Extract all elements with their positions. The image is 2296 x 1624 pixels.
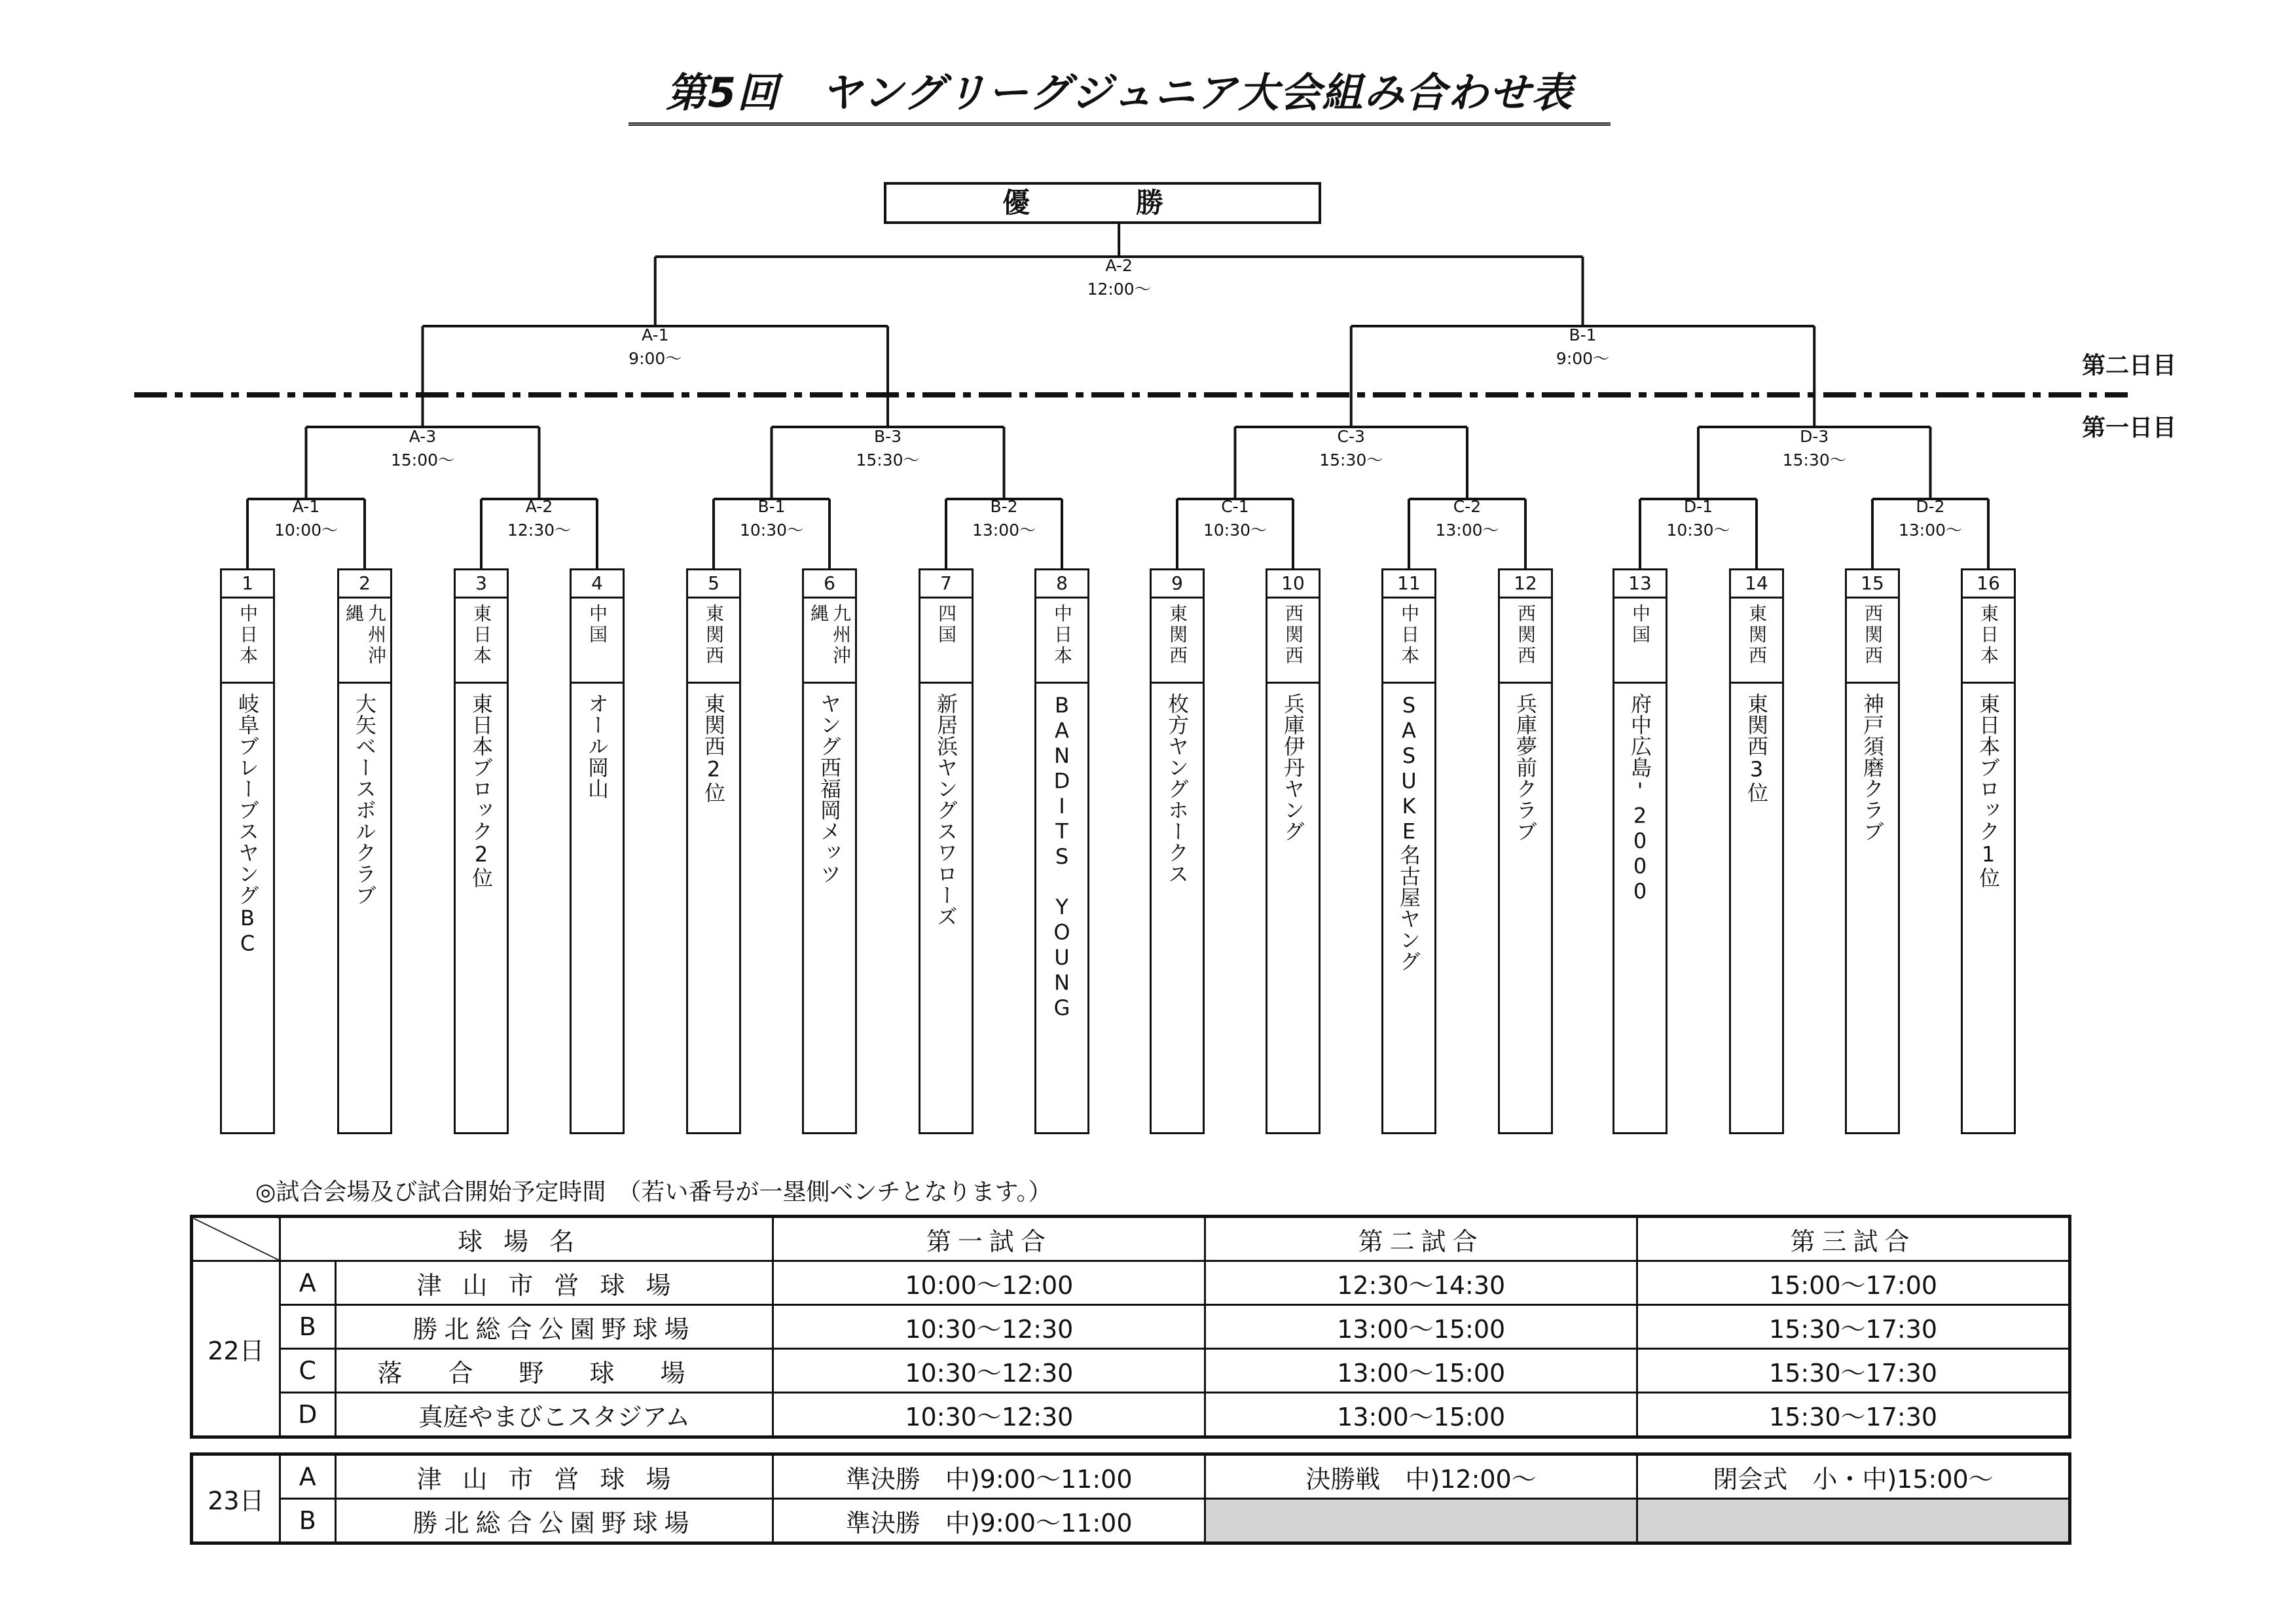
team-name-label: 兵庫伊丹ヤング xyxy=(1281,693,1305,842)
team-name-label: 兵庫夢前クラブ xyxy=(1513,693,1538,842)
match-time: 10:30〜 xyxy=(1666,521,1730,540)
team-number: 1 xyxy=(222,570,273,599)
team-card xyxy=(1961,568,2016,1134)
match-code: A-2 xyxy=(525,497,553,516)
match-time: 10:30〜 xyxy=(739,521,804,540)
match-time: 9:00〜 xyxy=(629,349,682,368)
header-game2: 第二試合 xyxy=(1205,1217,1637,1261)
team-region xyxy=(339,599,390,684)
table-row xyxy=(192,1499,2070,1543)
team-region-label: 東関西 xyxy=(1167,604,1188,667)
venue-code: C xyxy=(280,1349,335,1393)
match-time: 13:00〜 xyxy=(1435,521,1499,540)
team-card xyxy=(1381,568,1436,1134)
team-number: 12 xyxy=(1500,570,1551,599)
game1-time: 準決勝 中)9:00〜11:00 xyxy=(773,1499,1205,1543)
team-region xyxy=(804,599,855,684)
match-time: 15:30〜 xyxy=(856,451,920,470)
team-name-label: SASUKE名古屋ヤング xyxy=(1396,693,1421,972)
team-name xyxy=(456,684,507,889)
team-region-label: 西関西 xyxy=(1862,604,1884,667)
team-name-label: 枚方ヤングホークス xyxy=(1165,693,1190,885)
team-region-label: 中日本 xyxy=(237,604,259,667)
game1-time: 10:00〜12:00 xyxy=(773,1261,1205,1305)
match-code: A-3 xyxy=(409,427,437,446)
game3-time: 15:30〜17:30 xyxy=(1637,1393,2070,1437)
match-time: 13:00〜 xyxy=(972,521,1036,540)
team-name xyxy=(1036,684,1087,1021)
venue-code: B xyxy=(280,1305,335,1349)
game2-time: 12:30〜14:30 xyxy=(1205,1261,1637,1305)
venue-name: 真庭やまびこスタジアム xyxy=(335,1393,773,1437)
game1-time: 10:30〜12:30 xyxy=(773,1393,1205,1437)
match-time: 12:00〜 xyxy=(1087,280,1151,299)
team-name xyxy=(1500,684,1551,842)
corner-cell xyxy=(192,1217,280,1261)
team-region xyxy=(1383,599,1434,684)
team-region xyxy=(1963,599,2014,684)
match-time: 10:30〜 xyxy=(1203,521,1267,540)
team-region xyxy=(1036,599,1087,684)
team-card xyxy=(919,568,974,1134)
team-number: 5 xyxy=(688,570,739,599)
match-code: C-1 xyxy=(1221,497,1249,516)
team-name-label: 東関西3位 xyxy=(1744,693,1769,803)
game3-time: 15:30〜17:30 xyxy=(1637,1305,2070,1349)
match-code: B-1 xyxy=(1569,325,1597,344)
match-code: A-1 xyxy=(292,497,320,516)
team-name xyxy=(1614,684,1666,904)
team-number: 14 xyxy=(1731,570,1782,599)
venue-name: 勝北総合公園野球場 xyxy=(335,1499,773,1543)
match-time: 13:00〜 xyxy=(1898,521,1963,540)
team-card xyxy=(337,568,392,1134)
team-card xyxy=(454,568,509,1134)
match-time: 15:30〜 xyxy=(1319,451,1383,470)
schedule-table-day1 xyxy=(190,1215,2071,1439)
team-region-label: 西関西 xyxy=(1515,604,1537,667)
team-name xyxy=(920,684,972,927)
match-code: C-3 xyxy=(1337,427,1365,446)
venue-name: 落合野球場 xyxy=(335,1349,773,1393)
champion-label: 優 勝 xyxy=(1002,187,1203,219)
team-region-label: 中国 xyxy=(1630,604,1651,646)
team-name xyxy=(1847,684,1898,842)
team-number: 16 xyxy=(1963,570,2014,599)
match-code: D-3 xyxy=(1800,427,1829,446)
team-region xyxy=(1267,599,1319,684)
team-card xyxy=(1613,568,1667,1134)
game3-time: 15:00〜17:00 xyxy=(1637,1261,2070,1305)
day-label-day1: 第一日目 xyxy=(2082,415,2177,441)
match-time: 15:30〜 xyxy=(1782,451,1846,470)
team-name-label: 東日本ブロック1位 xyxy=(1976,693,2001,889)
team-region-label: 九州沖縄 xyxy=(808,604,852,667)
team-card xyxy=(1034,568,1089,1134)
team-region-label: 東日本 xyxy=(1978,604,1999,667)
team-name-label: 新居浜ヤングスワローズ xyxy=(934,693,958,927)
schedule-note: ◎試合会場及び試合開始予定時間 （若い番号が一塁側ベンチとなります。） xyxy=(255,1179,1052,1206)
team-number: 4 xyxy=(572,570,623,599)
header-venue: 球場名 xyxy=(280,1217,773,1261)
team-card xyxy=(686,568,741,1134)
header-game3: 第三試合 xyxy=(1637,1217,2070,1261)
team-name xyxy=(1963,684,2014,889)
match-time: 12:30〜 xyxy=(507,521,572,540)
match-code: A-1 xyxy=(642,325,669,344)
team-region-label: 東関西 xyxy=(1746,604,1768,667)
team-name-label: 東日本ブロック2位 xyxy=(469,693,494,889)
match-code: D-2 xyxy=(1916,497,1945,516)
day-label-day2: 第二日目 xyxy=(2082,352,2177,379)
team-name xyxy=(1152,684,1203,885)
team-region xyxy=(920,599,972,684)
team-name-label: 岐阜ブレーブスヤングBC xyxy=(235,693,260,956)
team-region xyxy=(1731,599,1782,684)
team-name-label: BANDITS YOUNG xyxy=(1049,693,1074,1021)
game2-time: 13:00〜15:00 xyxy=(1205,1305,1637,1349)
table-row xyxy=(192,1305,2070,1349)
team-region-label: 中日本 xyxy=(1051,604,1073,667)
team-number: 15 xyxy=(1847,570,1898,599)
schedule-table-day2 xyxy=(190,1452,2071,1545)
match-time: 10:00〜 xyxy=(274,521,338,540)
header-game1: 第一試合 xyxy=(773,1217,1205,1261)
team-name xyxy=(688,684,739,803)
page-title: 第5回 ヤングリーグジュニア大会組み合わせ表 xyxy=(629,60,1611,126)
team-number: 3 xyxy=(456,570,507,599)
team-number: 2 xyxy=(339,570,390,599)
table-row xyxy=(192,1454,2070,1499)
team-region xyxy=(572,599,623,684)
team-region-label: 四国 xyxy=(936,604,957,646)
team-region-label: 東関西 xyxy=(703,604,725,667)
team-region xyxy=(456,599,507,684)
game2-time: 決勝戦 中)12:00〜 xyxy=(1205,1454,1637,1499)
team-name-label: オール岡山 xyxy=(585,693,610,800)
team-name-label: 府中広島'2000 xyxy=(1628,693,1652,904)
day-cell: 23日 xyxy=(192,1454,280,1543)
match-time: 15:00〜 xyxy=(390,451,455,470)
team-name xyxy=(572,684,623,800)
team-card xyxy=(1150,568,1205,1134)
team-number: 8 xyxy=(1036,570,1087,599)
match-code: B-3 xyxy=(873,427,902,446)
team-region-label: 西関西 xyxy=(1283,604,1304,667)
team-number: 13 xyxy=(1614,570,1666,599)
team-number: 10 xyxy=(1267,570,1319,599)
team-name xyxy=(1267,684,1319,842)
game1-time: 準決勝 中)9:00〜11:00 xyxy=(773,1454,1205,1499)
team-number: 11 xyxy=(1383,570,1434,599)
team-name xyxy=(1731,684,1782,803)
team-card xyxy=(1498,568,1553,1134)
match-code: B-1 xyxy=(757,497,786,516)
team-region xyxy=(222,599,273,684)
team-name xyxy=(804,684,855,885)
table-row xyxy=(192,1349,2070,1393)
match-code: A-2 xyxy=(1105,256,1133,275)
venue-code: A xyxy=(280,1261,335,1305)
team-region-label: 中国 xyxy=(587,604,608,646)
team-name-label: ヤング西福岡メッツ xyxy=(817,693,842,885)
game1-time: 10:30〜12:30 xyxy=(773,1349,1205,1393)
game3-time: 15:30〜17:30 xyxy=(1637,1349,2070,1393)
game2-time: 13:00〜15:00 xyxy=(1205,1393,1637,1437)
game3-time: 閉会式 小・中)15:00〜 xyxy=(1637,1454,2070,1499)
team-region xyxy=(1614,599,1666,684)
empty-cell xyxy=(1205,1499,1637,1543)
venue-code: B xyxy=(280,1499,335,1543)
team-region-label: 九州沖縄 xyxy=(343,604,387,667)
table-header-row xyxy=(192,1217,2070,1261)
team-region xyxy=(1847,599,1898,684)
team-card xyxy=(1266,568,1321,1134)
empty-cell xyxy=(1637,1499,2070,1543)
venue-name: 津山市営球場 xyxy=(335,1261,773,1305)
match-code: B-2 xyxy=(990,497,1018,516)
venue-code: D xyxy=(280,1393,335,1437)
team-name-label: 東関西2位 xyxy=(701,693,726,803)
team-name xyxy=(222,684,273,956)
team-card xyxy=(1845,568,1900,1134)
table-row xyxy=(192,1261,2070,1305)
venue-name: 勝北総合公園野球場 xyxy=(335,1305,773,1349)
team-name-label: 神戸須磨クラブ xyxy=(1860,693,1885,842)
game2-time: 13:00〜15:00 xyxy=(1205,1349,1637,1393)
venue-code: A xyxy=(280,1454,335,1499)
match-time: 9:00〜 xyxy=(1556,349,1610,368)
match-code: C-2 xyxy=(1453,497,1482,516)
team-number: 9 xyxy=(1152,570,1203,599)
team-card xyxy=(220,568,275,1134)
team-region xyxy=(688,599,739,684)
team-region xyxy=(1152,599,1203,684)
team-name-label: 大矢ベースボルクラブ xyxy=(352,693,377,906)
match-code: D-1 xyxy=(1683,497,1713,516)
venue-name: 津山市営球場 xyxy=(335,1454,773,1499)
game1-time: 10:30〜12:30 xyxy=(773,1305,1205,1349)
team-name xyxy=(1383,684,1434,972)
team-number: 7 xyxy=(920,570,972,599)
team-name xyxy=(339,684,390,906)
day-cell: 22日 xyxy=(192,1261,280,1437)
team-region-label: 中日本 xyxy=(1398,604,1420,667)
team-region xyxy=(1500,599,1551,684)
table-row xyxy=(192,1393,2070,1437)
team-number: 6 xyxy=(804,570,855,599)
team-card xyxy=(1729,568,1784,1134)
team-card xyxy=(802,568,857,1134)
team-region-label: 東日本 xyxy=(471,604,492,667)
team-card xyxy=(570,568,625,1134)
